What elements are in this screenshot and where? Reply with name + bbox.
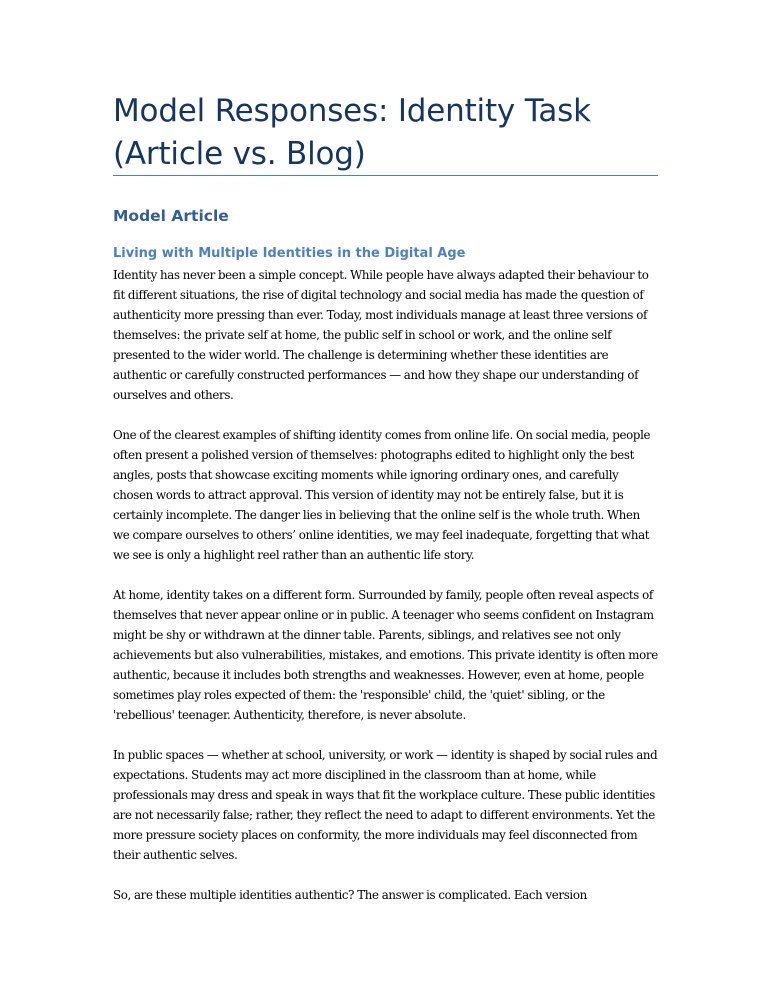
article-paragraph-1: Identity has never been a simple concept. While people have always adapted their behaviour to fit different situations, the rise of digital technology and social media has made the question of authenticity more pressing than ever. Today, most individuals manage at least three versions of themselves: the private self at home, the public self in school or work, and the online self presented to the wider world. The challenge is determining whether these identities are authentic or carefully constructed performances — and how they shape our understanding of ourselves and others. xyxy=(113,268,649,402)
title-divider xyxy=(113,175,658,176)
article-paragraph-4: In public spaces — whether at school, university, or work — identity is shaped by social rules and expectations. Students may act more disciplined in the classroom than at home, while professionals may dress and speak in ways that fit the workplace culture. These public identities are not necessarily false; rather, they reflect the need to adapt to different environments. Yet the more pressure society places on conformity, the more individuals may feel disconnected from their authentic selves. xyxy=(113,748,658,862)
article-paragraph-2: One of the clearest examples of shifting identity comes from online life. On social media, people often present a polished version of themselves: photographs edited to highlight only the best angles, posts that showcase exciting moments while ignoring ordinary ones, and carefully chosen words to attract approval. This version of identity may not be entirely false, but it is certainly incomplete. The danger lies in believing that the online self is the whole truth. When we compare ourselves to others’ online identities, we may feel inadequate, forgetting that what we see is only a highlight reel rather than an authentic life story. xyxy=(113,428,651,562)
article-paragraph-3: At home, identity takes on a different form. Surrounded by family, people often reveal aspects of themselves that never appear online or in public. A teenager who seems confident on Instagram might be shy or withdrawn at the dinner table. Parents, siblings, and relatives see not only achievements but also vulnerabilities, mistakes, and emotions. This private identity is often more authentic, because it includes both strengths and weaknesses. However, even at home, people sometimes play roles expected of them: the 'responsible' child, the 'quiet' sibling, or the 'rebellious' teenager. Authenticity, therefore, is never absolute. xyxy=(113,588,658,722)
article-paragraph-5: So, are these multiple identities authentic? The answer is complicated. Each version xyxy=(113,888,587,902)
document-title: Model Responses: Identity Task (Article vs. Blog) xyxy=(113,93,591,172)
article-body xyxy=(113,265,658,925)
section-heading: Model Article xyxy=(113,207,229,225)
article-heading: Living with Multiple Identities in the Digital Age xyxy=(113,246,466,261)
